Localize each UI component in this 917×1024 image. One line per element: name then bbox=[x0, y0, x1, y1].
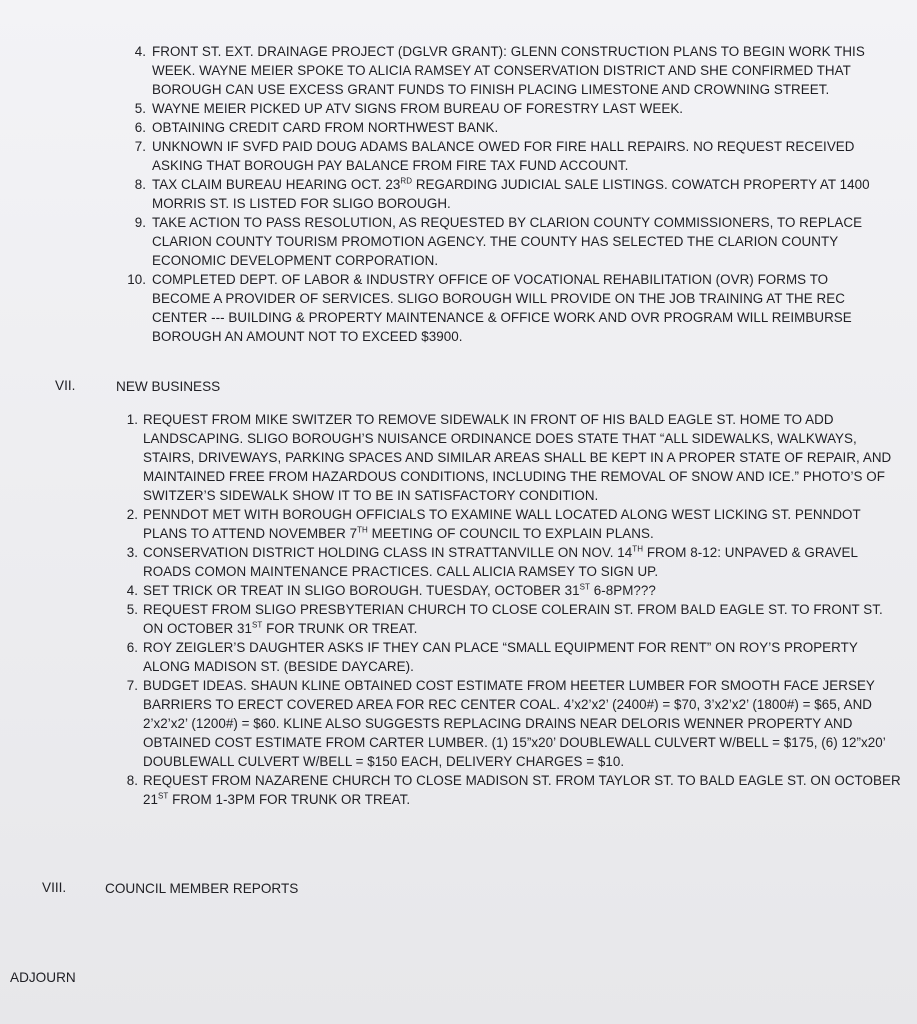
ordinal-suffix: TH bbox=[632, 544, 644, 554]
item-text-part: COMPLETED DEPT. OF LABOR & INDUSTRY OFFICE OF VOCATIONAL REHABILITATION (OVR) FORMS TO BECOME A PROVIDER OF SERVICES. SLIGO BOROUGH WILL PROVIDE ON THE JOB TRAINING AT THE REC CENTER --- BUILDING & PROPERTY MAINTENANCE & OFFICE WORK AND OVR PROGRAM WILL REIMBURSE BOROUGH AN AMOUNT NOT TO EXCEED $3900. bbox=[152, 272, 852, 344]
old-business-item bbox=[118, 213, 878, 270]
old-business-item bbox=[118, 42, 878, 99]
item-number: 3. bbox=[126, 545, 138, 560]
item-text-part: TAX CLAIM BUREAU HEARING OCT. 23 bbox=[152, 177, 401, 192]
item-text-part: CONSERVATION DISTRICT HOLDING CLASS IN STRATTANVILLE ON NOV. 14 bbox=[143, 545, 633, 560]
adjourn-label: ADJOURN bbox=[10, 970, 76, 985]
item-text-part: REQUEST FROM SLIGO PRESBYTERIAN CHURCH TO CLOSE COLERAIN ST. FROM BALD EAGLE ST. TO FRONT ST. ON OCTOBER 31 bbox=[143, 602, 883, 636]
new-business-item bbox=[110, 410, 905, 505]
item-text bbox=[152, 118, 878, 137]
section-vii-title: NEW BUSINESS bbox=[116, 379, 221, 394]
item-text bbox=[152, 213, 878, 270]
item-number: 5. bbox=[126, 602, 138, 617]
old-business-item bbox=[118, 270, 878, 346]
item-text bbox=[143, 600, 905, 638]
item-text bbox=[143, 410, 905, 505]
item-number: 10. bbox=[127, 272, 146, 287]
item-text-part: MEETING OF COUNCIL TO EXPLAIN PLANS. bbox=[367, 526, 654, 541]
ordinal-suffix: ST bbox=[579, 582, 590, 592]
item-number: 1. bbox=[126, 412, 138, 427]
item-number: 8. bbox=[126, 773, 138, 788]
item-number: 2. bbox=[126, 507, 138, 522]
item-text bbox=[152, 42, 878, 99]
item-text bbox=[152, 99, 878, 118]
section-viii-number: VIII. bbox=[42, 880, 67, 895]
ordinal-suffix: ST bbox=[252, 620, 263, 630]
item-number: 7. bbox=[134, 139, 146, 154]
old-business-item bbox=[118, 137, 878, 175]
new-business-list bbox=[110, 410, 905, 809]
item-text-part: REGARDING JUDICIAL SALE LISTINGS. COWATCH PROPERTY AT 1400 MORRIS ST. IS LISTED FOR SLIGO BOROUGH. bbox=[152, 177, 870, 211]
item-number: 6. bbox=[126, 640, 138, 655]
new-business-item bbox=[110, 600, 905, 638]
item-number: 4. bbox=[126, 583, 138, 598]
item-text-part: 6-8PM??? bbox=[589, 583, 656, 598]
new-business-item bbox=[110, 676, 905, 771]
item-text bbox=[152, 270, 878, 346]
item-text-part: FRONT ST. EXT. DRAINAGE PROJECT (DGLVR GRANT): GLENN CONSTRUCTION PLANS TO BEGIN WORK THIS WEEK. WAYNE MEIER SPOKE TO ALICIA RAMSEY AT CONSERVATION DISTRICT AND SHE CONFIRMED THAT BOROUGH CAN USE EXCESS GRANT FUNDS TO FINISH PLACING LIMESTONE AND CROWNING STREET. bbox=[152, 44, 865, 97]
item-text bbox=[143, 505, 905, 543]
item-number: 6. bbox=[134, 120, 146, 135]
new-business-item bbox=[110, 581, 905, 600]
old-business-item bbox=[118, 175, 878, 213]
section-vii-number: VII. bbox=[55, 378, 76, 393]
item-text-part: OBTAINING CREDIT CARD FROM NORTHWEST BANK. bbox=[152, 120, 499, 135]
item-text-part: FROM 8-12: UNPAVED & GRAVEL ROADS COMON MAINTENANCE PRACTICES. CALL ALICIA RAMSEY TO SIGN UP. bbox=[143, 545, 858, 579]
item-text-part: WAYNE MEIER PICKED UP ATV SIGNS FROM BUREAU OF FORESTRY LAST WEEK. bbox=[152, 101, 684, 116]
item-text-part: SET TRICK OR TREAT IN SLIGO BOROUGH. TUESDAY, OCTOBER 31 bbox=[143, 583, 580, 598]
item-text bbox=[143, 543, 905, 581]
item-text bbox=[152, 137, 878, 175]
item-text-part: TAKE ACTION TO PASS RESOLUTION, AS REQUESTED BY CLARION COUNTY COMMISSIONERS, TO REPLACE CLARION COUNTY TOURISM PROMOTION AGENCY. THE COUNTY HAS SELECTED THE CLARION COUNTY ECONOMIC DEVELOPMENT CORPORATION. bbox=[152, 215, 863, 268]
item-text-part: REQUEST FROM NAZARENE CHURCH TO CLOSE MADISON ST. FROM TAYLOR ST. TO BALD EAGLE ST. ON OCTOBER 21 bbox=[143, 773, 901, 807]
item-text-part: FROM 1-3PM FOR TRUNK OR TREAT. bbox=[168, 792, 411, 807]
item-text-part: ROY ZEIGLER’S DAUGHTER ASKS IF THEY CAN PLACE “SMALL EQUIPMENT FOR RENT” ON ROY’S PROPERTY ALONG MADISON ST. (BESIDE DAYCARE). bbox=[143, 640, 858, 674]
old-business-item bbox=[118, 118, 878, 137]
item-text bbox=[143, 771, 905, 809]
ordinal-suffix: TH bbox=[357, 525, 368, 535]
item-text bbox=[143, 676, 905, 771]
old-business-list bbox=[118, 42, 878, 346]
new-business-item bbox=[110, 505, 905, 543]
item-text-part: BUDGET IDEAS. SHAUN KLINE OBTAINED COST ESTIMATE FROM HEETER LUMBER FOR SMOOTH FACE JERSEY BARRIERS TO ERECT COVERED AREA FOR REC CENTER COAL. 4’x2’x2’ (2400#) = $70, 3’x2’x2’ (1800#) = $65, AND 2’x2’x2’ (1200#) = $60. KLINE ALSO SUGGESTS REPLACING DRAINS NEAR DELORIS WENNER PROPERTY AND OBTAINED COST ESTIMATE FROM CARTER LUMBER. (1) 15”x20’ DOUBLEWALL CULVERT W/BELL = $175, (6) 12”x20’ DOUBLEWALL CULVERT W/BELL = $150 EACH, DELIVERY CHARGES = $10. bbox=[143, 678, 886, 769]
item-number: 4. bbox=[134, 44, 146, 59]
item-text bbox=[143, 638, 905, 676]
new-business-item bbox=[110, 771, 905, 809]
item-number: 7. bbox=[126, 678, 138, 693]
item-text-part: PENNDOT MET WITH BOROUGH OFFICIALS TO EXAMINE WALL LOCATED ALONG WEST LICKING ST. PENNDOT PLANS TO ATTEND NOVEMBER 7 bbox=[143, 507, 861, 541]
section-viii-title: COUNCIL MEMBER REPORTS bbox=[105, 881, 299, 896]
item-text bbox=[152, 175, 878, 213]
item-number: 8. bbox=[134, 177, 146, 192]
item-text-part: UNKNOWN IF SVFD PAID DOUG ADAMS BALANCE OWED FOR FIRE HALL REPAIRS. NO REQUEST RECEIVED ASKING THAT BOROUGH PAY BALANCE FROM FIRE TAX FUND ACCOUNT. bbox=[152, 139, 855, 173]
item-number: 9. bbox=[134, 215, 146, 230]
new-business-item bbox=[110, 543, 905, 581]
ordinal-suffix: RD bbox=[400, 176, 413, 186]
old-business-item bbox=[118, 99, 878, 118]
ordinal-suffix: ST bbox=[158, 791, 169, 801]
item-text-part: REQUEST FROM MIKE SWITZER TO REMOVE SIDEWALK IN FRONT OF HIS BALD EAGLE ST. HOME TO ADD LANDSCAPING. SLIGO BOROUGH’S NUISANCE ORDINANCE DOES STATE THAT “ALL SIDEWALKS, WALKWAYS, STAIRS, DRIVEWAYS, PARKING SPACES AND SIMILAR AREAS SHALL BE KEPT IN A PROPER STATE OF REPAIR, AND MAINTAINED FREE FROM HAZARDOUS CONDITIONS, INCLUDING THE REMOVAL OF SNOW AND ICE.” PHOTO’S OF SWITZER’S SIDEWALK SHOW IT TO BE IN SATISFACTORY CONDITION. bbox=[143, 412, 892, 503]
item-text bbox=[143, 581, 905, 600]
item-text-part: FOR TRUNK OR TREAT. bbox=[262, 621, 418, 636]
new-business-item bbox=[110, 638, 905, 676]
item-number: 5. bbox=[134, 101, 146, 116]
